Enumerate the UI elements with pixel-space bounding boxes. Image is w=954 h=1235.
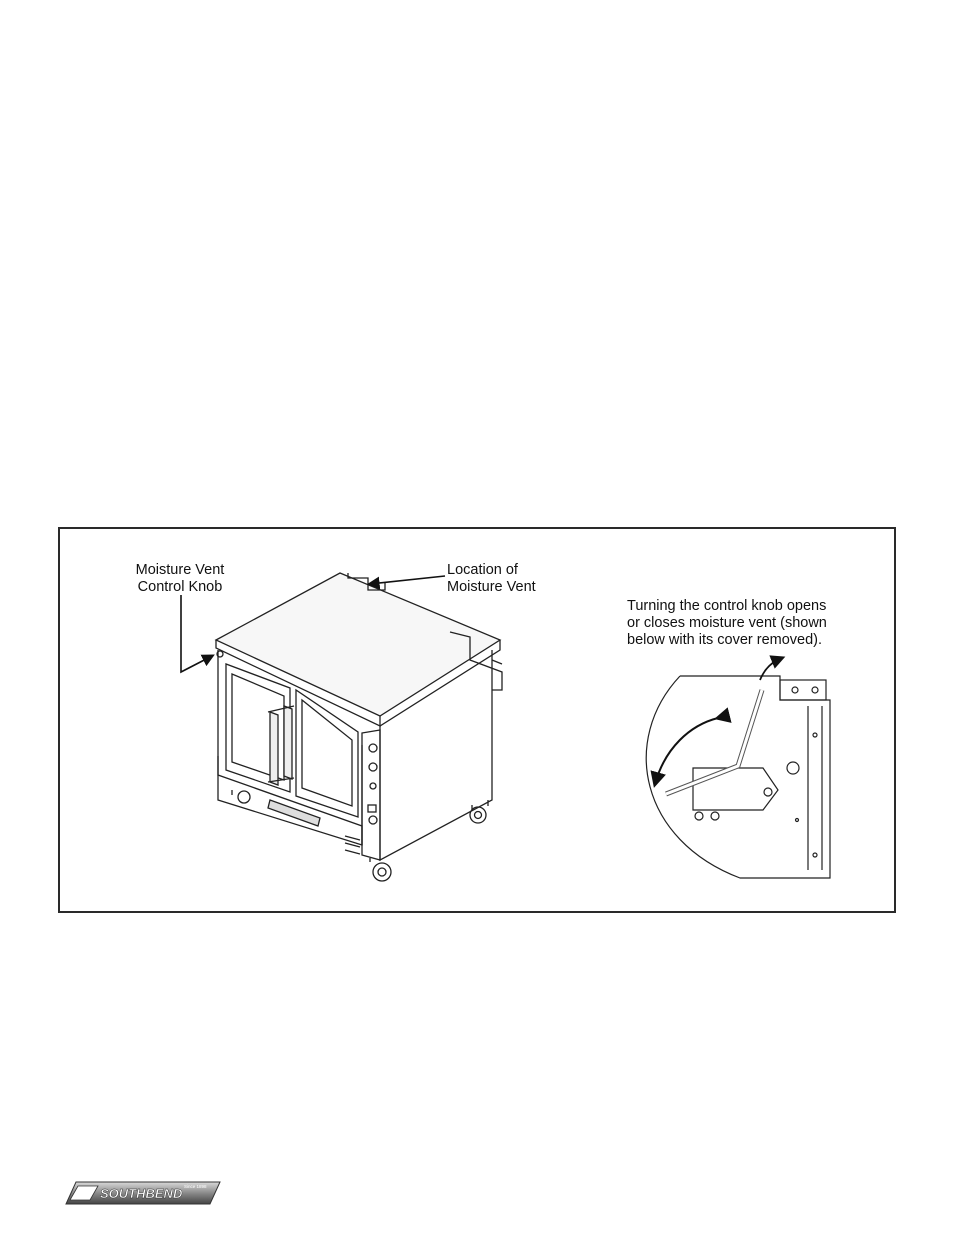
vent-detail [646,676,830,878]
label-line: Moisture Vent [135,562,225,578]
label-line: below with its cover removed). [627,632,823,648]
label-line: Moisture Vent [447,579,536,595]
logo-tagline: Since 1898 [184,1184,207,1189]
label-line: Turning the control knob opens [627,598,827,614]
logo-badge [64,1181,222,1205]
label-line: Control Knob [137,579,223,595]
rotation-arrow-small [760,658,782,680]
label-line: or closes moisture vent (shown [627,615,827,631]
logo-text: SOUTHBEND [100,1186,183,1201]
leader-knob [181,595,212,672]
leader-vent [370,576,445,584]
oven-drawing [216,573,502,881]
label-line: Location of [447,562,518,578]
southbend-logo [64,1181,222,1205]
rotation-arrow [655,718,718,784]
